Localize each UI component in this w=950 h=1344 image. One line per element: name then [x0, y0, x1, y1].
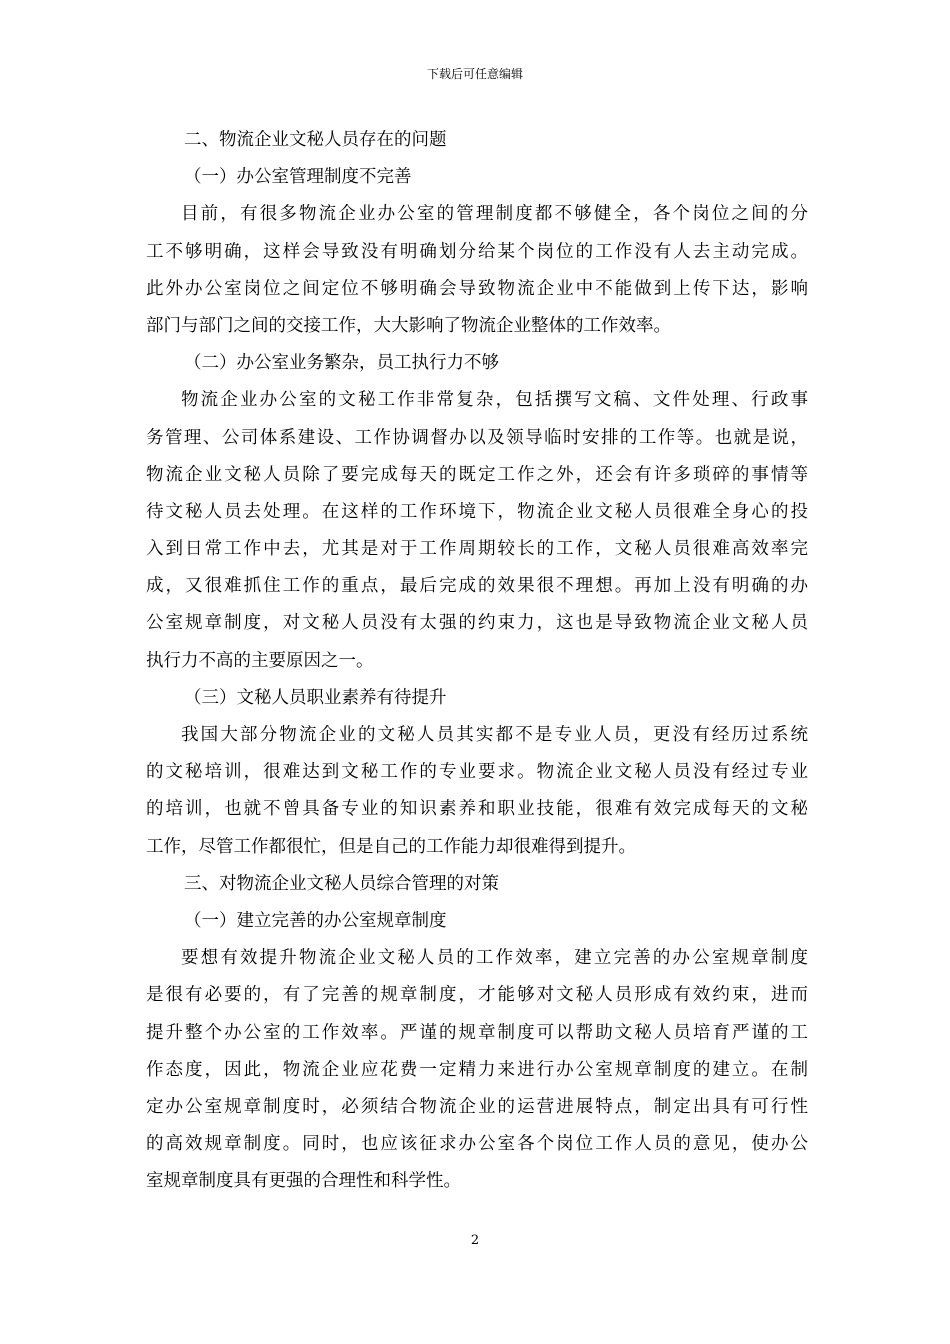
paragraph-line: 目前，有很多物流企业办公室的管理制度都不够健全，各个岗位之间的分	[181, 204, 808, 225]
paragraph-line: 物流企业文秘人员除了要完成每天的既定工作之外，还会有许多琐碎的事情等	[146, 464, 808, 485]
subsection-heading: （二）办公室业务繁杂，员工执行力不够	[184, 353, 499, 374]
paragraph-line: 入到日常工作中去，尤其是对于工作周期较长的工作，文秘人员很难高效率完	[146, 539, 808, 560]
paragraph-line: 我国大部分物流企业的文秘人员其实都不是专业人员，更没有经历过系统	[181, 725, 808, 745]
paragraph-line: 的培训，也就不曾具备专业的知识素养和职业技能，很难有效完成每天的文秘	[146, 799, 808, 820]
section-heading: 三、对物流企业文秘人员综合管理的对策	[184, 873, 499, 894]
page-number: 2	[470, 1233, 480, 1248]
paragraph-line: 物流企业办公室的文秘工作非常复杂，包括撰写文稿、文件处理、行政事	[181, 390, 808, 411]
paragraph-line: 的高效规章制度。同时，也应该征求办公室各个岗位工作人员的意见，使办公	[146, 1134, 808, 1155]
paragraph-line: 此外办公室岗位之间定位不够明确会导致物流企业中不能做到上传下达，影响	[146, 278, 808, 299]
paragraph-line: 要想有效提升物流企业文秘人员的工作效率，建立完善的办公室规章制度	[181, 948, 808, 969]
section-heading: 二、物流企业文秘人员存在的问题	[184, 130, 447, 150]
subsection-heading: （三）文秘人员职业素养有待提升	[184, 687, 447, 708]
document-body	[146, 122, 808, 1200]
paragraph-line: 工作，尽管工作都很忙，但是自己的工作能力却很难得到提升。	[146, 836, 636, 857]
paragraph-line: 部门与部门之间的交接工作，大大影响了物流企业整体的工作效率。	[146, 315, 671, 336]
paragraph-line: 作态度，因此，物流企业应花费一定精力来进行办公室规章制度的建立。在制	[146, 1059, 808, 1080]
subsection-heading: （一）建立完善的办公室规章制度	[184, 910, 447, 931]
paragraph-line: 室规章制度具有更强的合理性和科学性。	[146, 1171, 461, 1192]
subsection-heading: （一）办公室管理制度不完善	[184, 167, 412, 188]
paragraph-line: 公室规章制度，对文秘人员没有太强的约束力，这也是导致物流企业文秘人员	[146, 613, 808, 634]
paragraph-line: 成，又很难抓住工作的重点，最后完成的效果很不理想。再加上没有明确的办	[146, 576, 808, 597]
paragraph-line: 的文秘培训，很难达到文秘工作的专业要求。物流企业文秘人员没有经过专业	[146, 762, 808, 783]
paragraph-line: 执行力不高的主要原因之一。	[146, 650, 374, 671]
paragraph-line: 务管理、公司体系建设、工作协调督办以及领导临时安排的工作等。也就是说，	[146, 427, 808, 448]
page-header: 下载后可任意编辑	[426, 67, 523, 81]
paragraph-line: 是很有必要的，有了完善的规章制度，才能够对文秘人员形成有效约束，进而	[146, 985, 808, 1006]
paragraph-line: 定办公室规章制度时，必须结合物流企业的运营进展特点，制定出具有可行性	[146, 1096, 808, 1117]
paragraph-line: 提升整个办公室的工作效率。严谨的规章制度可以帮助文秘人员培育严谨的工	[146, 1022, 808, 1043]
paragraph-line: 工不够明确，这样会导致没有明确划分给某个岗位的工作没有人去主动完成。	[146, 241, 808, 262]
paragraph-line: 待文秘人员去处理。在这样的工作环境下，物流企业文秘人员很难全身心的投	[146, 501, 808, 522]
